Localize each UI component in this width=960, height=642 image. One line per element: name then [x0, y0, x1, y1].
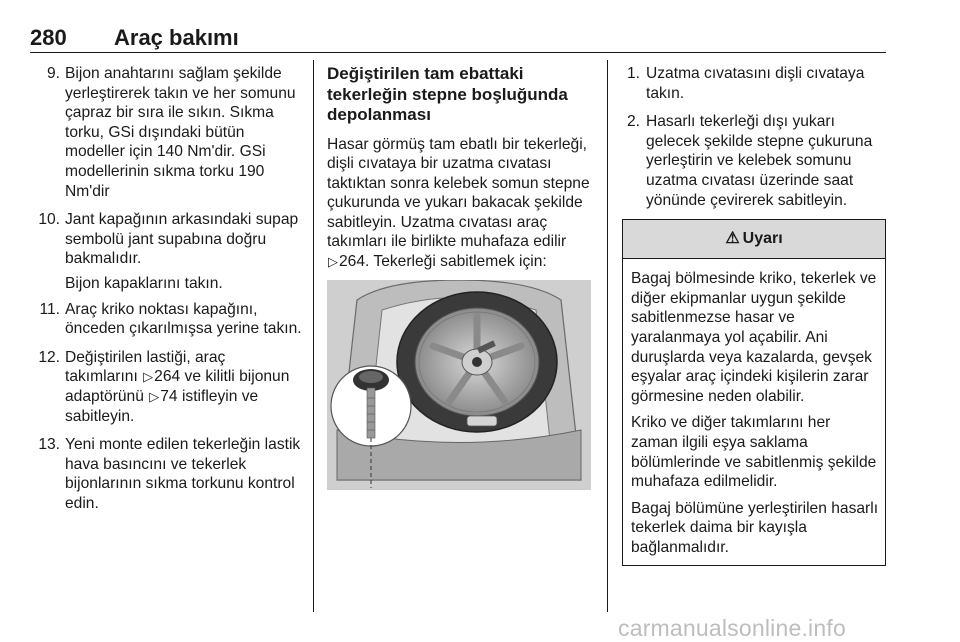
chapter-title: Araç bakımı	[114, 25, 239, 50]
arrow-ref-icon: ▷	[328, 254, 338, 270]
item-text: Jant kapağının arkasındaki supap sembolü jant supabına doğru bakmalıdır.	[65, 211, 299, 268]
item-number: 13.	[38, 436, 60, 454]
warning-header	[623, 220, 885, 259]
list-item	[622, 112, 886, 210]
page-ref-link[interactable]: 264	[339, 253, 366, 271]
item-text: Araç kriko noktası kapağını, önceden çıkarılmışsa yerine takın.	[65, 300, 302, 338]
item-text: Hasarlı tekerleği dışı yukarı gelecek şekilde stepne çukuruna yerleştirin ve kelebek somunu uzatma cıvatası üzerinde saat yönünde çevirerek sabitleyin.	[646, 113, 873, 209]
item-text: Yeni monte edilen tekerleğin lastik hava basıncını ve tekerlek bijonlarının sıkma torkunu kontrol edin.	[65, 436, 301, 512]
page-ref-link[interactable]: 74	[160, 387, 178, 405]
list-item	[30, 64, 302, 201]
warning-paragraph: Bagaj bölmesinde kriko, tekerlek ve diğer ekipmanlar uygun şekilde sabitlenmezse hasar ve yaralanmaya yol açabilir. Ani duruşlarda veya kazalarda, gevşek eşyalar araç içindeki kişilerin zarar görmesine neden olabilir.	[631, 270, 877, 405]
list-item	[30, 300, 302, 339]
warning-triangle-icon: ⚠	[725, 230, 740, 248]
item-number: 1.	[626, 65, 640, 82]
page-header	[30, 22, 886, 53]
item-number: 12.	[38, 348, 60, 366]
warning-body	[623, 259, 885, 565]
watermark: carmanualsonline.info	[618, 615, 846, 641]
column-divider	[313, 60, 314, 612]
spare-wheel-diagram	[327, 280, 591, 490]
arrow-ref-icon: ▷	[149, 388, 160, 404]
sub-paragraph: Bijon kapaklarını takın.	[65, 274, 223, 292]
item-number: 10.	[38, 211, 60, 229]
column-divider	[607, 60, 608, 612]
list-item	[30, 210, 302, 269]
item-number: 9.	[46, 65, 60, 82]
body-paragraph: Hasar görmüş tam ebatlı bir tekerleği, dişli cıvataya bir uzatma cıvatası taktıktan sonra kelebek somun stepne çukurunda ve yukarı bakacak şekilde sabitleyin. Uzatma cıvatası araç takımları ile birlikte muhafaza edilir ▷264. Tekerleği sabitlemek için:	[327, 135, 590, 271]
warning-title: Uyarı	[742, 230, 783, 248]
left-column	[30, 64, 302, 522]
list-item	[622, 64, 886, 103]
page-ref-link[interactable]: 264	[154, 368, 181, 386]
page-number: 280	[30, 25, 67, 50]
item-text: Değiştirilen lastiği, araç takımlarını ▷264 ve kilitli bijonun adaptörünü ▷74 istifleyin ve sabitleyin.	[65, 348, 290, 425]
section-title: Değiştirilen tam ebattaki tekerleğin stepne boşluğunda depolanması	[327, 64, 568, 124]
item-text: Uzatma cıvatasını dişli cıvataya takın.	[646, 65, 865, 102]
right-column	[622, 64, 886, 566]
item-number: 11.	[39, 300, 60, 318]
warning-box	[622, 219, 886, 566]
list-item	[30, 348, 302, 426]
list-item	[30, 435, 302, 513]
warning-paragraph: Bagaj bölümüne yerleştirilen hasarlı tekerlek daima bir kayışla bağlanmalıdır.	[631, 499, 879, 556]
item-number: 2.	[626, 113, 640, 131]
warning-paragraph: Kriko ve diğer takımlarını her zaman ilgili eşya saklama bölümlerinde ve sabitlenmiş şekilde muhafaza edilmelidir.	[631, 414, 877, 491]
item-text: Bijon anahtarını sağlam şekilde yerleştirerek takın ve her somunu çapraz bir sıra ile sıkın. Sıkma torku, GSi dışındaki bütün modeller için 140 Nm'dir. GSi modellerinin sıkma torku 190 Nm'dir	[65, 65, 296, 200]
middle-column	[327, 64, 595, 490]
spare-wheel-illustration	[327, 280, 591, 490]
arrow-ref-icon: ▷	[143, 369, 154, 385]
